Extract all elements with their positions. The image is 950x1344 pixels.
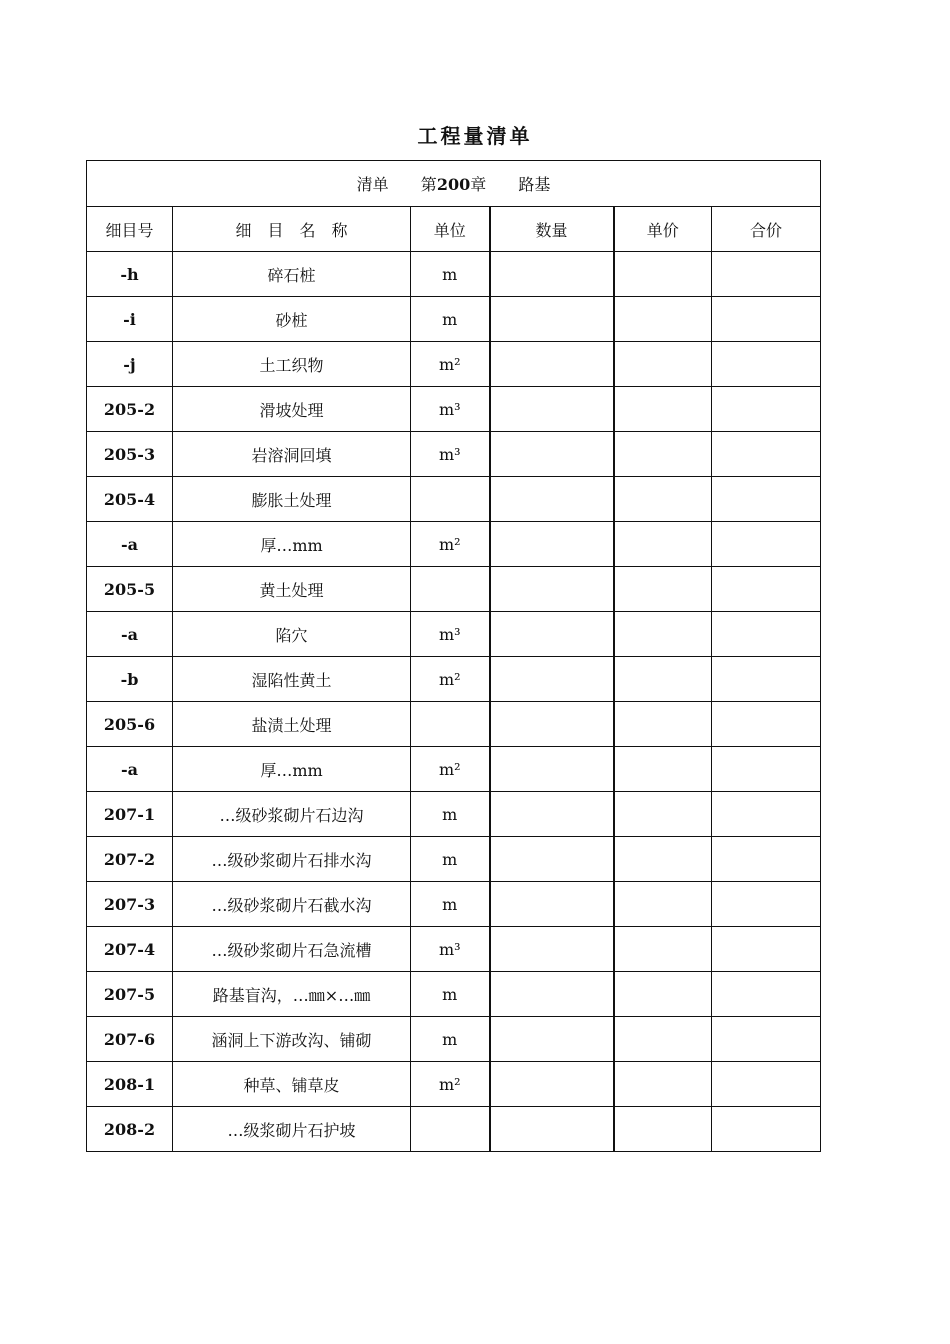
cell-unit: m³ bbox=[411, 387, 490, 432]
cell-quantity bbox=[490, 432, 614, 477]
cell-total bbox=[712, 927, 821, 972]
cell-code: 208-1 bbox=[87, 1062, 173, 1107]
cell-unit: m bbox=[411, 1017, 490, 1062]
cell-total bbox=[712, 1017, 821, 1062]
chapter-banner bbox=[87, 161, 821, 207]
cell-code: 205-4 bbox=[87, 477, 173, 522]
chapter-number: 200 bbox=[436, 175, 471, 194]
cell-unit: m bbox=[411, 792, 490, 837]
table-row bbox=[87, 252, 821, 297]
cell-unit: m² bbox=[411, 747, 490, 792]
page-title: 工程量清单 bbox=[417, 124, 533, 148]
cell-unit: m² bbox=[411, 342, 490, 387]
table-row bbox=[87, 747, 821, 792]
cell-unit: m bbox=[411, 882, 490, 927]
cell-code: 205-2 bbox=[87, 387, 173, 432]
cell-total bbox=[712, 522, 821, 567]
cell-total bbox=[712, 612, 821, 657]
cell-quantity bbox=[490, 747, 614, 792]
cell-unit bbox=[411, 567, 490, 612]
cell-name: 岩溶洞回填 bbox=[173, 432, 411, 477]
cell-quantity bbox=[490, 387, 614, 432]
cell-name: …级砂浆砌片石截水沟 bbox=[173, 882, 411, 927]
cell-code: -a bbox=[87, 612, 173, 657]
cell-quantity bbox=[490, 972, 614, 1017]
cell-name: …级砂浆砌片石排水沟 bbox=[173, 837, 411, 882]
cell-quantity bbox=[490, 1107, 614, 1152]
cell-name: …级砂浆砌片石边沟 bbox=[173, 792, 411, 837]
cell-quantity bbox=[490, 882, 614, 927]
cell-unit: m² bbox=[411, 522, 490, 567]
cell-unit: m bbox=[411, 252, 490, 297]
header-total: 合价 bbox=[712, 207, 821, 252]
cell-unit-price bbox=[614, 972, 712, 1017]
cell-unit-price bbox=[614, 882, 712, 927]
table-row bbox=[87, 1062, 821, 1107]
cell-name: 厚…mm bbox=[173, 747, 411, 792]
table-row bbox=[87, 882, 821, 927]
cell-quantity bbox=[490, 837, 614, 882]
cell-quantity bbox=[490, 612, 614, 657]
cell-code: 207-2 bbox=[87, 837, 173, 882]
header-unit-price: 单价 bbox=[614, 207, 712, 252]
cell-unit-price bbox=[614, 792, 712, 837]
cell-total bbox=[712, 882, 821, 927]
cell-code: -a bbox=[87, 747, 173, 792]
cell-name: 膨胀土处理 bbox=[173, 477, 411, 522]
cell-name: 黄土处理 bbox=[173, 567, 411, 612]
cell-unit-price bbox=[614, 657, 712, 702]
cell-unit-price bbox=[614, 1017, 712, 1062]
table-row bbox=[87, 612, 821, 657]
cell-quantity bbox=[490, 927, 614, 972]
header-name: 细 目 名 称 bbox=[173, 207, 411, 252]
cell-total bbox=[712, 702, 821, 747]
cell-quantity bbox=[490, 567, 614, 612]
cell-unit-price bbox=[614, 612, 712, 657]
cell-quantity bbox=[490, 522, 614, 567]
table-row bbox=[87, 477, 821, 522]
cell-name: 砂桩 bbox=[173, 297, 411, 342]
cell-unit-price bbox=[614, 1062, 712, 1107]
cell-code: 205-6 bbox=[87, 702, 173, 747]
table-row bbox=[87, 657, 821, 702]
table-row bbox=[87, 972, 821, 1017]
cell-quantity bbox=[490, 1017, 614, 1062]
cell-unit-price bbox=[614, 1107, 712, 1152]
table-row bbox=[87, 702, 821, 747]
table-row bbox=[87, 297, 821, 342]
table-row bbox=[87, 1017, 821, 1062]
table-row bbox=[87, 567, 821, 612]
cell-unit-price bbox=[614, 927, 712, 972]
table-row bbox=[87, 837, 821, 882]
cell-total bbox=[712, 747, 821, 792]
cell-quantity bbox=[490, 297, 614, 342]
cell-quantity bbox=[490, 702, 614, 747]
cell-unit-price bbox=[614, 297, 712, 342]
cell-name: 厚…mm bbox=[173, 522, 411, 567]
table-row bbox=[87, 342, 821, 387]
cell-code: 205-3 bbox=[87, 432, 173, 477]
cell-unit-price bbox=[614, 477, 712, 522]
cell-unit bbox=[411, 1107, 490, 1152]
cell-unit: m³ bbox=[411, 432, 490, 477]
cell-unit bbox=[411, 702, 490, 747]
cell-unit-price bbox=[614, 522, 712, 567]
header-unit: 单位 bbox=[411, 207, 490, 252]
cell-code: 207-4 bbox=[87, 927, 173, 972]
cell-code: 207-5 bbox=[87, 972, 173, 1017]
cell-name: 碎石桩 bbox=[173, 252, 411, 297]
cell-total bbox=[712, 567, 821, 612]
cell-unit-price bbox=[614, 432, 712, 477]
cell-name: 陷穴 bbox=[173, 612, 411, 657]
cell-code: 207-1 bbox=[87, 792, 173, 837]
table-row bbox=[87, 522, 821, 567]
header-quantity: 数量 bbox=[490, 207, 614, 252]
cell-unit-price bbox=[614, 387, 712, 432]
cell-total bbox=[712, 972, 821, 1017]
cell-total bbox=[712, 387, 821, 432]
cell-name: 路基盲沟，…㎜×…㎜ bbox=[173, 972, 411, 1017]
cell-unit-price bbox=[614, 837, 712, 882]
cell-code: 207-3 bbox=[87, 882, 173, 927]
table-row bbox=[87, 432, 821, 477]
cell-unit: m bbox=[411, 972, 490, 1017]
cell-unit-price bbox=[614, 747, 712, 792]
table-header-row bbox=[87, 207, 821, 252]
bill-of-quantities-table bbox=[86, 160, 821, 1152]
cell-unit bbox=[411, 477, 490, 522]
cell-quantity bbox=[490, 657, 614, 702]
cell-name: 滑坡处理 bbox=[173, 387, 411, 432]
table-row bbox=[87, 792, 821, 837]
chapter-suffix: 章 bbox=[470, 175, 487, 194]
cell-unit-price bbox=[614, 567, 712, 612]
cell-unit: m² bbox=[411, 657, 490, 702]
cell-name: 涵洞上下游改沟、铺砌 bbox=[173, 1017, 411, 1062]
cell-unit: m bbox=[411, 297, 490, 342]
cell-quantity bbox=[490, 252, 614, 297]
cell-total bbox=[712, 342, 821, 387]
cell-name: 种草、铺草皮 bbox=[173, 1062, 411, 1107]
cell-total bbox=[712, 477, 821, 522]
table-row bbox=[87, 927, 821, 972]
cell-total bbox=[712, 252, 821, 297]
cell-name: 盐渍土处理 bbox=[173, 702, 411, 747]
cell-quantity bbox=[490, 477, 614, 522]
cell-quantity bbox=[490, 792, 614, 837]
cell-total bbox=[712, 432, 821, 477]
cell-code: 207-6 bbox=[87, 1017, 173, 1062]
cell-code: -j bbox=[87, 342, 173, 387]
header-code: 细目号 bbox=[87, 207, 173, 252]
cell-total bbox=[712, 657, 821, 702]
cell-code: 208-2 bbox=[87, 1107, 173, 1152]
cell-total bbox=[712, 1062, 821, 1107]
cell-unit-price bbox=[614, 342, 712, 387]
cell-code: -h bbox=[87, 252, 173, 297]
cell-unit: m² bbox=[411, 1062, 490, 1107]
cell-name: 湿陷性黄土 bbox=[173, 657, 411, 702]
cell-quantity bbox=[490, 342, 614, 387]
cell-name: 土工织物 bbox=[173, 342, 411, 387]
cell-name: …级浆砌片石护坡 bbox=[173, 1107, 411, 1152]
cell-unit: m bbox=[411, 837, 490, 882]
cell-total bbox=[712, 1107, 821, 1152]
cell-code: 205-5 bbox=[87, 567, 173, 612]
cell-total bbox=[712, 297, 821, 342]
cell-code: -b bbox=[87, 657, 173, 702]
table-row bbox=[87, 387, 821, 432]
chapter-prefix: 第 bbox=[420, 175, 437, 194]
cell-quantity bbox=[490, 1062, 614, 1107]
section-name: 路基 bbox=[518, 175, 551, 194]
cell-code: -i bbox=[87, 297, 173, 342]
banner-label: 清单 bbox=[356, 175, 389, 194]
cell-total bbox=[712, 837, 821, 882]
cell-unit-price bbox=[614, 702, 712, 747]
cell-total bbox=[712, 792, 821, 837]
cell-name: …级砂浆砌片石急流槽 bbox=[173, 927, 411, 972]
cell-unit: m³ bbox=[411, 612, 490, 657]
chapter-banner-row bbox=[87, 161, 821, 207]
table-row bbox=[87, 1107, 821, 1152]
cell-unit-price bbox=[614, 252, 712, 297]
cell-code: -a bbox=[87, 522, 173, 567]
cell-unit: m³ bbox=[411, 927, 490, 972]
